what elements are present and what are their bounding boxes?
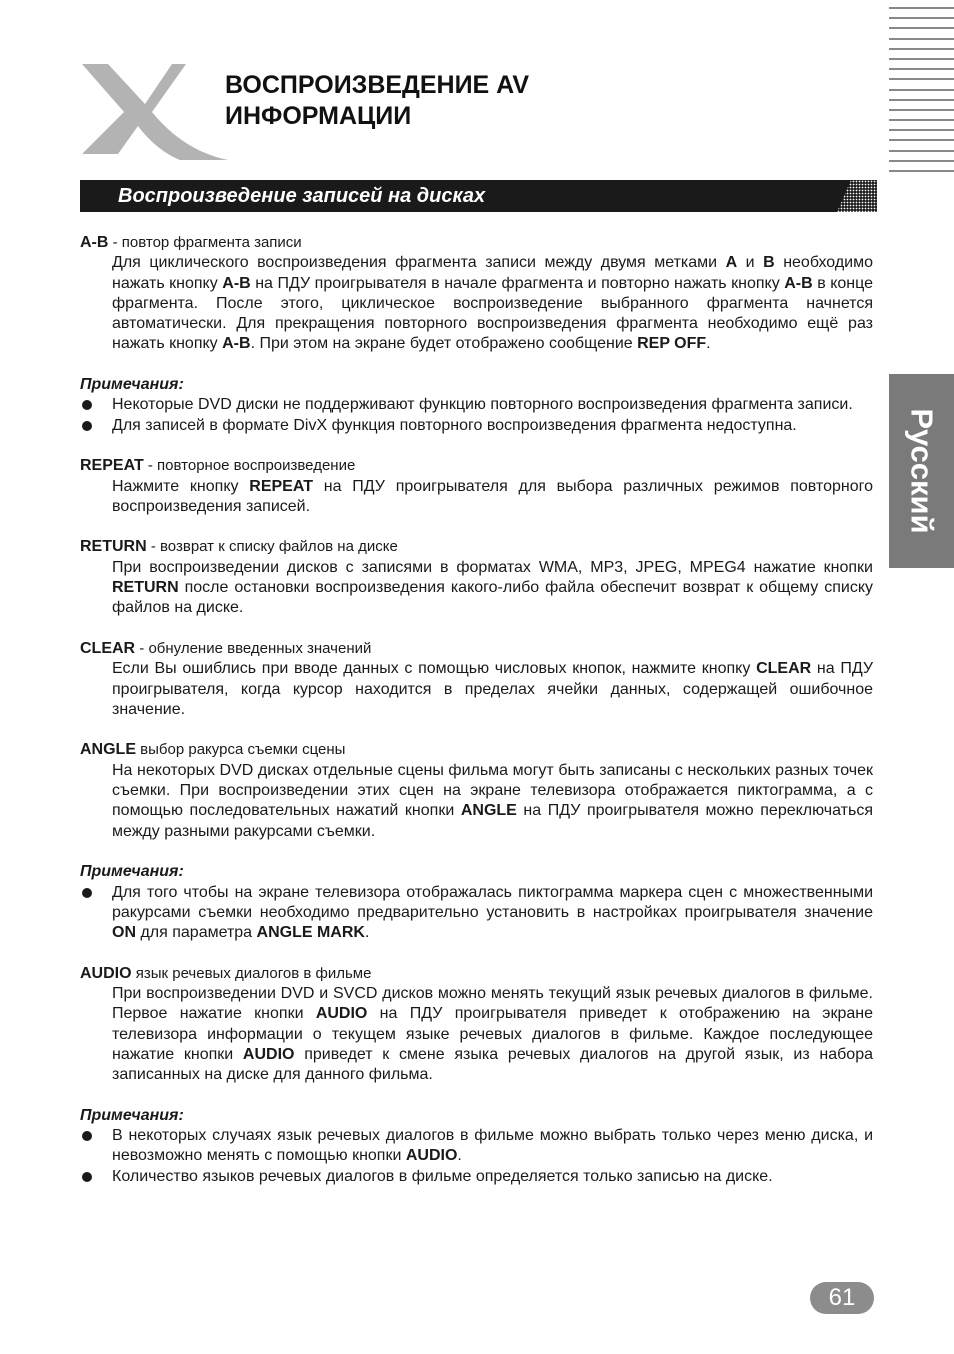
ab-heading: A-B - повтор фрагмента записи bbox=[80, 234, 302, 251]
return-section bbox=[80, 537, 873, 618]
section-title: Воспроизведение записей на дисках bbox=[118, 185, 486, 207]
audio-description: При воспроизведении DVD и SVCD дисков можно менять текущий язык речевых диалогов в фильме. Первое нажатие кнопки AUDIO на ПДУ проигрывателя приведет к отображению на экране телевизора информации о текущем языке речевых диалогов в фильме. Каждое последующее нажатие кнопки AUDIO приведет к смене языка речевых диалогов на другой язык, из набора записанных на диске для данного фильма. bbox=[112, 984, 874, 1084]
bullet-icon bbox=[82, 1172, 92, 1182]
clear-section bbox=[80, 639, 873, 720]
return-description: При воспроизведении дисков с записями в форматах WMA, MP3, JPEG, MPEG4 нажатие кнопки RETURN после остановки воспроизведения какого-либо файла обеспечит возврат к общему списку файлов на диске. bbox=[112, 558, 873, 617]
notes-title: Примечания: bbox=[80, 1106, 184, 1124]
repeat-description: Нажмите кнопку REPEAT на ПДУ проигрывателя для выбора различных режимов повторного воспроизведения записей. bbox=[112, 477, 873, 515]
bullet-icon bbox=[82, 400, 92, 410]
return-heading: RETURN - возврат к списку файлов на диске bbox=[80, 538, 398, 556]
angle-description: На некоторых DVD дисках отдельные сцены фильма могут быть записаны с нескольких разных точек съемки. При воспроизведении этих сцен на экране телевизора отображается пиктограмма, а с помощью последовательных нажатий кнопки ANGLE на ПДУ проигрывателя можно переключаться между разными ракурсами съемки. bbox=[112, 761, 874, 840]
note-item: Для записей в формате DivX функция повторного воспроизведения фрагмента недоступна. bbox=[80, 416, 873, 436]
bullet-icon bbox=[82, 421, 92, 431]
content-area bbox=[80, 233, 873, 1187]
halftone-dots-decoration bbox=[837, 180, 877, 212]
section-header-bar bbox=[80, 180, 877, 212]
notes-title: Примечания: bbox=[80, 863, 184, 881]
clear-heading: CLEAR - обнуление введенных значений bbox=[80, 639, 372, 657]
page-title: ВОСПРОИЗВЕДЕНИЕ AV ИНФОРМАЦИИ bbox=[225, 71, 530, 130]
repeat-heading: REPEAT - повторное воспроизведение bbox=[80, 457, 356, 475]
angle-section bbox=[80, 740, 873, 841]
audio-section bbox=[80, 964, 873, 1086]
language-tab: Русский bbox=[889, 374, 954, 568]
page-number-badge: 61 bbox=[810, 1282, 874, 1314]
angle-heading: ANGLE выбор ракурса съемки сцены bbox=[80, 741, 346, 759]
note-item: В некоторых случаях язык речевых диалогов в фильме можно выбрать только через меню диска, и невозможно менять с помощью кнопки AUDIO. bbox=[80, 1126, 873, 1167]
brand-x-logo bbox=[80, 62, 230, 162]
bullet-icon bbox=[82, 888, 92, 898]
ab-section bbox=[80, 233, 873, 355]
audio-heading: AUDIO язык речевых диалогов в фильме bbox=[80, 964, 372, 982]
clear-description: Если Вы ошиблись при вводе данных с помощью числовых кнопок, нажмите кнопку CLEAR на ПДУ проигрывателя, когда курсор находится в пределах ячейки данных, содержащей ошибочное значение. bbox=[112, 660, 874, 718]
note-item: Для того чтобы на экране телевизора отображалась пиктограмма маркера сцен с множественными ракурсами съемки необходимо предварительно установить в настройках проигрывателя значение ON для параметра ANGLE MARK. bbox=[80, 883, 873, 944]
note-item: Количество языков речевых диалогов в фильме определяется только записью на диске. bbox=[80, 1167, 873, 1187]
repeat-section bbox=[80, 456, 873, 517]
note-item: Некоторые DVD диски не поддерживают функцию повторного воспроизведения фрагмента записи. bbox=[80, 395, 873, 415]
notes-title: Примечания: bbox=[80, 376, 184, 394]
bullet-icon bbox=[82, 1131, 92, 1141]
ab-description: Для циклического воспроизведения фрагмента записи между двумя метками A и B необходимо нажать кнопку A-B на ПДУ проигрывателя в начале фрагмента и повторно нажать кнопку A-B в конце фрагмента. После этого, циклическое воспроизведение выбранного фрагмента начнется автоматически. Для прекращения повторного воспроизведения фрагмента необходимо ещё раз нажать кнопку A-B. При этом на экране будет отображено сообщение REP OFF. bbox=[112, 254, 874, 353]
decorative-stripes bbox=[889, 7, 954, 180]
